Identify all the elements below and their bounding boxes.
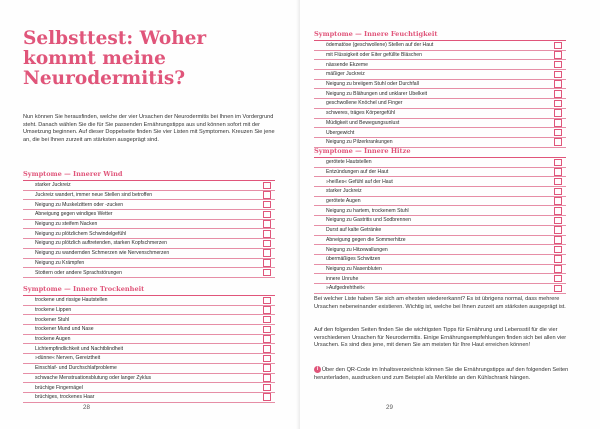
symptom-label: schwache Menstruationsblutung oder langer Zyklus (35, 374, 152, 381)
symptom-label: Stottern oder andere Sprachstörungen (35, 269, 122, 276)
symptom-label: trockene Augen (35, 336, 71, 343)
qr-paragraph (314, 366, 572, 382)
symptom-row (314, 187, 566, 197)
checkbox[interactable] (554, 197, 562, 205)
symptom-label: Neigung zu Krämpfen (35, 259, 85, 266)
checkbox[interactable] (554, 71, 562, 79)
symptom-label: brüchige Fingernägel (35, 384, 83, 391)
symptom-label: Neigung zu breiigem Stuhl oder Durchfall (326, 81, 419, 88)
checkbox[interactable] (263, 191, 271, 199)
checkbox[interactable] (263, 182, 271, 190)
checkbox[interactable] (554, 246, 562, 254)
symptom-label: geschwollene Knöchel und Finger (326, 100, 403, 107)
symptom-row (314, 70, 566, 80)
checkbox[interactable] (554, 109, 562, 117)
checkbox[interactable] (554, 61, 562, 69)
checkbox[interactable] (263, 259, 271, 267)
symptom-label: Abneigung gegen windiges Wetter (35, 211, 113, 218)
symptom-label: Neigung zu Hitzewallungen (326, 246, 388, 253)
symptom-row (23, 249, 275, 259)
symptom-row (314, 274, 566, 284)
page-number: 28 (83, 404, 90, 411)
intro-text: Nun können Sie herausfinden, welche der vier Ursachen der Neurodermitis bei Ihnen im Vordergrund steht. Danach wählen Sie die für Sie passenden Ernährungstipps aus und können sofort mit der Umsetzung beginnen. Auf dieser Doppelseite finden Sie vier Listen mit Symptomen. Kreuzen Sie jene an, die bei Ihnen zurzeit am stärksten ausgeprägt sind. (23, 114, 275, 143)
symptom-label: Neigung zu hartem, trockenem Stuhl (326, 207, 409, 214)
symptom-label: trockener Stuhl (35, 316, 70, 323)
symptom-label: brüchiges, trockenes Haar (35, 394, 95, 401)
symptom-row (314, 109, 566, 119)
checkbox[interactable] (554, 42, 562, 50)
symptom-label: nässende Ekzeme (326, 61, 368, 68)
qr-info-icon: i (314, 366, 321, 373)
symptom-label: Neigung zu Gastritis und Sodbrennen (326, 217, 411, 224)
symptom-row (314, 60, 566, 70)
checkbox[interactable] (263, 201, 271, 209)
checkbox[interactable] (554, 80, 562, 88)
checkbox[interactable] (554, 138, 562, 146)
symptom-label: mit Flüssigkeit oder Eiter gefüllte Bläschen (326, 52, 422, 59)
checkbox[interactable] (554, 51, 562, 59)
symptom-row (314, 168, 566, 178)
checkbox[interactable] (554, 90, 562, 98)
symptom-label: Neigung zu Muskelzittern oder -zucken (35, 201, 124, 208)
symptom-row (23, 325, 275, 335)
symptom-row (23, 335, 275, 345)
checkbox[interactable] (554, 129, 562, 137)
symptom-row (23, 354, 275, 364)
symptom-row (23, 181, 275, 191)
checkbox[interactable] (554, 207, 562, 215)
symptom-label: gerötete Augen (326, 198, 361, 205)
symptom-row (23, 200, 275, 210)
symptom-row (23, 383, 275, 393)
symptom-label: »heißes« Gefühl auf der Haut (326, 178, 393, 185)
checkbox[interactable] (554, 100, 562, 108)
symptom-row (314, 177, 566, 187)
page-number: 29 (386, 404, 393, 411)
checkbox[interactable] (554, 275, 562, 283)
checkbox[interactable] (554, 119, 562, 127)
symptom-list (314, 41, 566, 148)
symptom-row (314, 128, 566, 138)
symptom-row (314, 216, 566, 226)
checkbox[interactable] (263, 393, 271, 401)
checkbox[interactable] (554, 285, 562, 293)
checklist-innere-hitze (314, 147, 566, 294)
section-heading: Symptome — Innere Feuchtigkeit (314, 30, 566, 41)
section-heading: Symptome — Innere Trockenheit (23, 285, 275, 296)
symptom-label: trockene und rissige Hautstellen (35, 297, 108, 304)
symptom-label: gerötete Hautstellen (326, 159, 372, 166)
symptom-row (23, 229, 275, 239)
symptom-row (23, 259, 275, 269)
symptom-row (314, 236, 566, 246)
symptom-row (314, 284, 566, 294)
checklist-innere-feuchtigkeit (314, 30, 566, 148)
checkbox[interactable] (263, 384, 271, 392)
symptom-row (23, 344, 275, 354)
symptom-row (23, 374, 275, 384)
symptom-label: Müdigkeit und Bewegungsunlust (326, 119, 400, 126)
symptom-label: schweres, träges Körpergefühl (326, 110, 396, 117)
symptom-label: Neigung zu Pilzerkrankungen (326, 139, 393, 146)
symptom-label: starker Juckreiz (326, 188, 362, 195)
checklist-innerer-wind (23, 170, 275, 278)
symptom-row (23, 296, 275, 306)
checkbox[interactable] (554, 168, 562, 176)
symptom-row (23, 191, 275, 201)
symptom-label: Übergewicht (326, 129, 355, 136)
symptom-row (23, 220, 275, 230)
symptom-list (314, 158, 566, 294)
symptom-row (314, 80, 566, 90)
checkbox[interactable] (554, 188, 562, 196)
checkbox[interactable] (554, 255, 562, 263)
checkbox[interactable] (263, 355, 271, 363)
symptom-list (23, 296, 275, 403)
checkbox[interactable] (263, 374, 271, 382)
section-heading: Symptome — Innere Hitze (314, 147, 566, 158)
checkbox[interactable] (263, 297, 271, 305)
symptom-row (23, 364, 275, 374)
checkbox[interactable] (263, 269, 271, 277)
symptom-label: Neigung zu Blähungen und unklarer Übelkeit (326, 90, 428, 97)
symptom-row (314, 119, 566, 129)
symptom-row (314, 206, 566, 216)
checkbox[interactable] (263, 326, 271, 334)
symptom-label: Entzündungen auf der Haut (326, 169, 389, 176)
symptom-row (314, 51, 566, 61)
symptom-row (314, 41, 566, 51)
summary-paragraph: Bei welcher Liste haben Sie sich am ehesten wiedererkannt? Es ist übrigens normal, dass mehrere Ursachen nebeneinander existieren. Wichtig ist, welche bei Ihnen zurzeit am stärksten ausgeprägt ist. (314, 296, 566, 310)
checkbox[interactable] (263, 316, 271, 324)
symptom-label: innere Unruhe (326, 275, 359, 282)
symptom-row (314, 89, 566, 99)
symptom-label: Abneigung gegen die Sommerhitze (326, 236, 406, 243)
checklist-innere-trockenheit (23, 285, 275, 403)
checkbox[interactable] (263, 306, 271, 314)
section-heading: Symptome — Innerer Wind (23, 170, 275, 181)
symptom-label: Einschlaf- und Durchschlafprobleme (35, 365, 117, 372)
symptom-label: Durst auf kalte Getränke (326, 227, 382, 234)
symptom-list (23, 181, 275, 278)
symptom-label: Neigung zu Nasenbluten (326, 265, 382, 272)
symptom-row (314, 158, 566, 168)
checkbox[interactable] (554, 265, 562, 273)
tips-paragraph: Auf den folgenden Seiten finden Sie die wichtigsten Tipps für Ernährung und Lebensstil für die vier verschiedenen Ursachen für Neurodermitis. Einige Ernährungsempfehlungen finden sich bei allen vier Ursachen. Es sind dies jene, mit denen Sie am meisten für Ihre Haut erreichen können! (314, 327, 567, 349)
checkbox[interactable] (554, 178, 562, 186)
checkbox[interactable] (554, 226, 562, 234)
symptom-row (23, 315, 275, 325)
symptom-label: übermäßiges Schwitzen (326, 256, 381, 263)
checkbox[interactable] (263, 249, 271, 257)
checkbox[interactable] (554, 236, 562, 244)
symptom-row (23, 393, 275, 403)
checkbox[interactable] (554, 159, 562, 167)
symptom-label: Neigung zu steifem Nacken (35, 221, 98, 228)
qr-text: Über den QR-Code im Inhaltsverzeichnis können Sie die Ernährungstipps auf den folgenden Seiten herunterladen, ausdrucken und zum Beispiel als Merkliste an den Kühlschrank hängen. (314, 366, 569, 381)
symptom-row (314, 245, 566, 255)
symptom-row (314, 226, 566, 236)
symptom-label: starker Juckreiz (35, 182, 71, 189)
checkbox[interactable] (263, 335, 271, 343)
symptom-label: trockener Mund und Nase (35, 326, 94, 333)
symptom-label: Neigung zu wandernden Schmerzen wie Nervenschmerzen (35, 250, 170, 257)
symptom-label: »Aufgedrehtheit« (326, 285, 365, 292)
symptom-row (23, 306, 275, 316)
checkbox[interactable] (554, 217, 562, 225)
symptom-label: Neigung zu plötzlich auftretenden, starken Kopfschmerzen (35, 240, 167, 247)
symptom-row (23, 268, 275, 278)
checkbox[interactable] (263, 345, 271, 353)
symptom-label: Juckreiz wandert, immer neue Stellen sind betroffen (35, 192, 153, 199)
checkbox[interactable] (263, 211, 271, 219)
symptom-label: ödematöse (geschwollene) Stellen auf der Haut (326, 42, 434, 49)
symptom-row (314, 265, 566, 275)
page-title: Selbsttest: Woher kommt meine Neurodermitis? (23, 28, 207, 89)
symptom-label: Lichtempfindlichkeit und Nachtblindheit (35, 345, 124, 352)
symptom-row (314, 99, 566, 109)
checkbox[interactable] (263, 240, 271, 248)
symptom-label: Neigung zu plötzlichem Schwindelgefühl (35, 230, 127, 237)
checkbox[interactable] (263, 220, 271, 228)
checkbox[interactable] (263, 230, 271, 238)
symptom-row (23, 239, 275, 249)
symptom-label: mäßiger Juckreiz (326, 71, 365, 78)
symptom-row (23, 210, 275, 220)
symptom-label: trockene Lippen (35, 307, 72, 314)
symptom-label: »dünne« Nerven, Gereiztheit (35, 355, 101, 362)
checkbox[interactable] (263, 364, 271, 372)
symptom-row (314, 197, 566, 207)
symptom-row (314, 255, 566, 265)
